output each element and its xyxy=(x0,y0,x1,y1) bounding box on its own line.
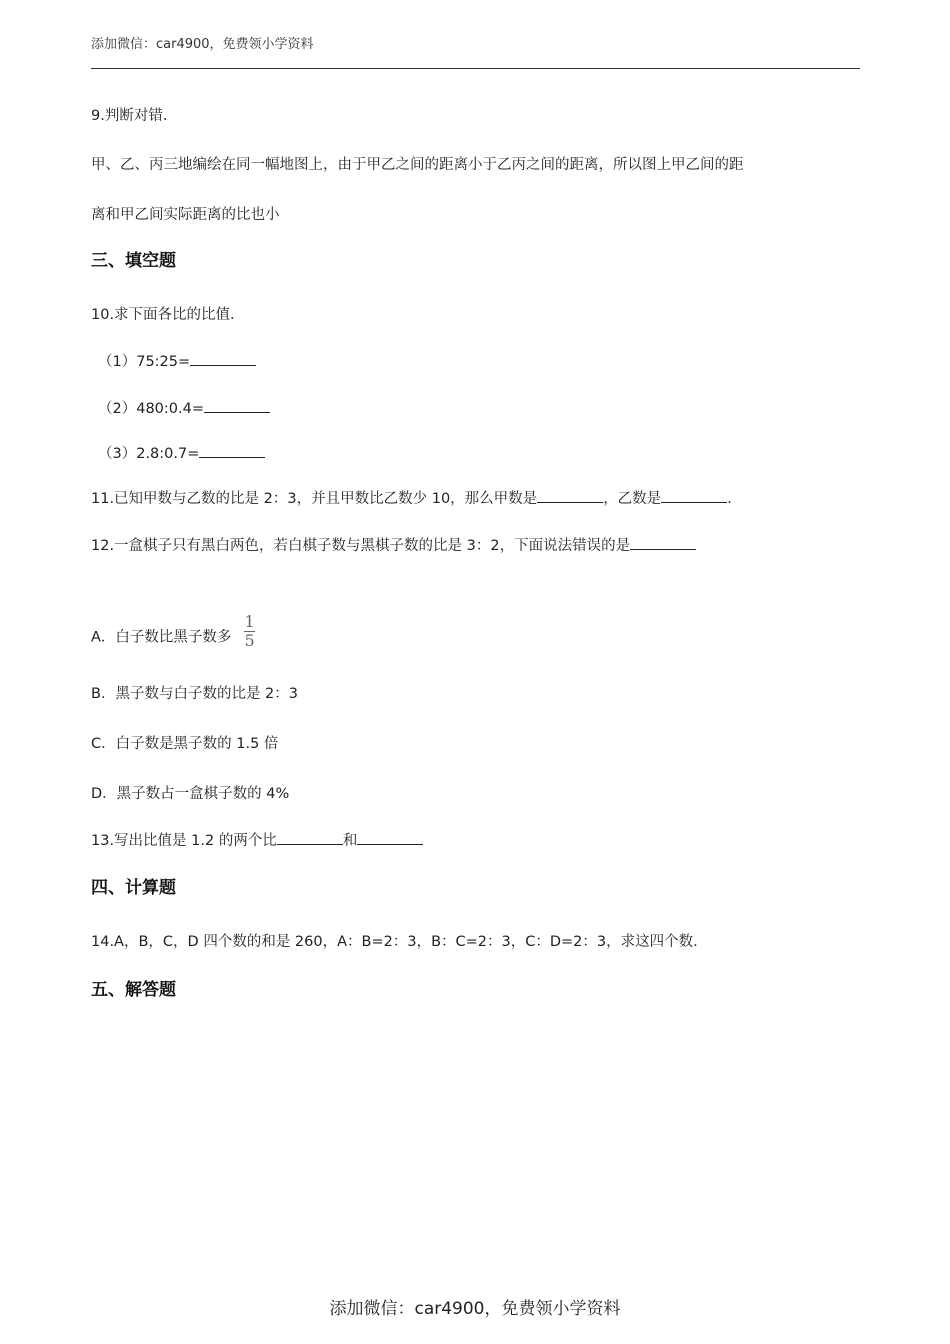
section-5-title: 五、解答题 xyxy=(91,980,176,1000)
page-footer: 添加微信：car4900，免费领小学资料 xyxy=(329,1299,621,1319)
fraction-numerator: 1 xyxy=(244,612,255,631)
answer-blank[interactable] xyxy=(630,537,696,550)
answer-blank[interactable] xyxy=(277,832,343,845)
answer-blank[interactable] xyxy=(190,353,256,366)
q11-part3: ． xyxy=(727,491,742,507)
q13-part2: 和 xyxy=(342,833,358,849)
page-header: 添加微信：car4900，免费领小学资料 xyxy=(91,37,314,52)
answer-blank[interactable] xyxy=(199,445,265,458)
answer-blank[interactable] xyxy=(357,832,423,845)
answer-blank[interactable] xyxy=(537,490,603,503)
answer-blank[interactable] xyxy=(204,400,270,413)
q10-item-2 xyxy=(98,397,270,418)
q12-option-a[interactable] xyxy=(91,612,255,655)
q14-text: 14.A，B，C，D 四个数的和是 260，A：B=2：3，B：C=2：3，C：D=2：3，求这四个数． xyxy=(91,934,708,950)
fraction-denominator: 5 xyxy=(244,631,255,650)
q13-part1: 13.写出比值是 1.2 的两个比 xyxy=(91,833,277,849)
q10-item-3 xyxy=(98,442,265,463)
q11 xyxy=(91,487,742,508)
q12-option-c[interactable]: C．白子数是黑子数的 1.5 倍 xyxy=(91,736,279,752)
q9-line2: 离和甲乙间实际距离的比也小 xyxy=(91,207,280,223)
q10-item-2-text: （2）480:0.4= xyxy=(98,401,204,417)
q9-line1: 甲、乙、丙三地编绘在同一幅地图上，由于甲乙之间的距离小于乙丙之间的距离，所以图上甲乙间的距 xyxy=(91,157,744,173)
q12-option-d[interactable]: D．黑子数占一盒棋子数的 4% xyxy=(91,786,290,802)
q10-item-3-text: （3）2.8:0.7= xyxy=(98,446,200,462)
q12-stem xyxy=(91,534,696,555)
q12-stem-text: 12.一盒棋子只有黑白两色，若白棋子数与黑棋子数的比是 3：2，下面说法错误的是 xyxy=(91,538,631,554)
fraction-one-fifth xyxy=(244,614,255,649)
q12-option-a-text: A．白子数比黑子数多 xyxy=(91,629,232,646)
q13 xyxy=(91,829,423,850)
q10-item-1 xyxy=(98,350,256,371)
section-4-title: 四、计算题 xyxy=(91,878,176,898)
q9-title: 9.判断对错． xyxy=(91,108,178,124)
q10-title: 10.求下面各比的比值． xyxy=(91,307,245,323)
q11-part2: ，乙数是 xyxy=(603,491,662,507)
header-divider xyxy=(91,68,860,69)
q10-item-1-text: （1）75:25= xyxy=(98,354,191,370)
answer-blank[interactable] xyxy=(661,490,727,503)
q12-option-b[interactable]: B．黑子数与白子数的比是 2：3 xyxy=(91,686,299,702)
q11-part1: 11.已知甲数与乙数的比是 2：3，并且甲数比乙数少 10，那么甲数是 xyxy=(91,491,538,507)
section-3-title: 三、填空题 xyxy=(91,251,176,271)
